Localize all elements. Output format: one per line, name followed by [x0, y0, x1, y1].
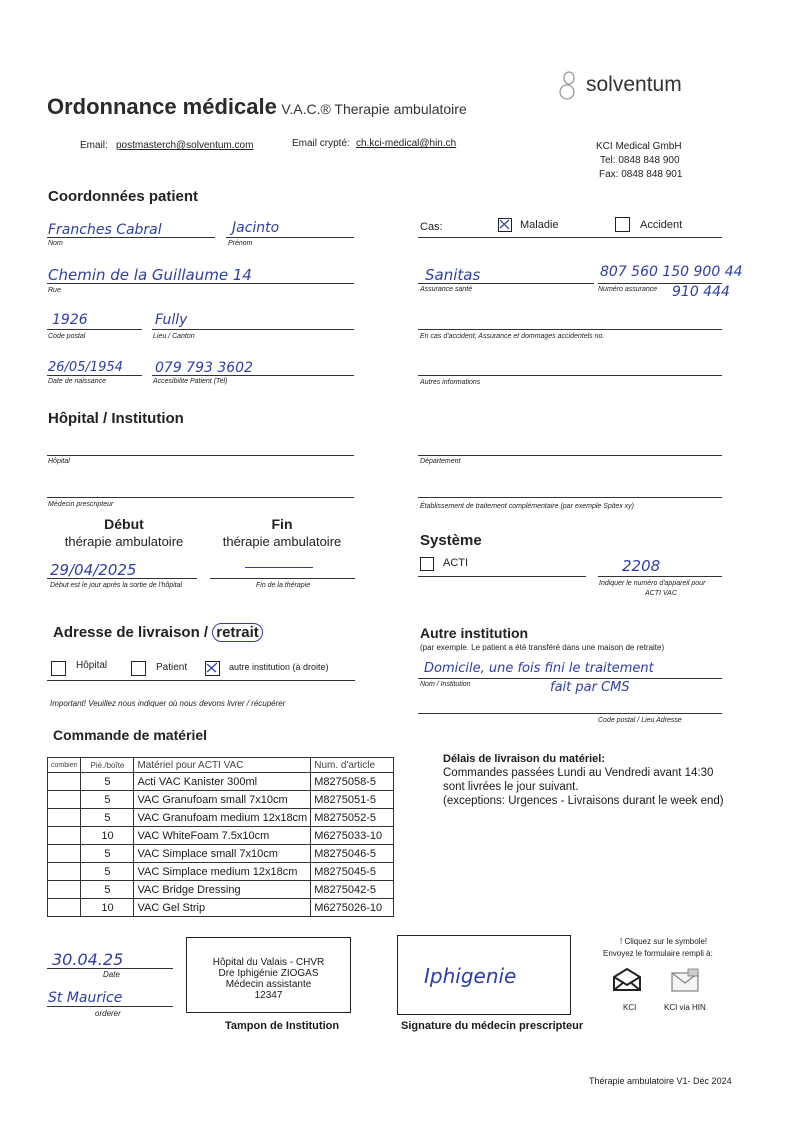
qty-input[interactable] [48, 791, 81, 809]
table-header [48, 758, 394, 773]
livraison-autre-checkbox[interactable] [205, 661, 220, 676]
row-article: M8275045-5 [311, 863, 394, 881]
fin-label: Fin de la thérapie [256, 582, 311, 589]
livraison-title-text: Adresse de livraison / [53, 624, 209, 641]
company-name: KCI Medical GmbH [596, 141, 682, 152]
table-row [48, 899, 394, 917]
accident-checkbox[interactable] [615, 217, 630, 232]
accident-info-label: En cas d'accident; Assurance et dommages accidentels no. [420, 333, 605, 340]
stamp-line-1: Hôpital du Valais - CHVR [212, 957, 325, 968]
col-materiel: Matériel pour ACTI VAC [134, 758, 311, 773]
qty-input[interactable] [48, 845, 81, 863]
departement-label: Département [420, 458, 461, 465]
patient-dob-value[interactable]: 26/05/1954 [48, 360, 123, 375]
row-name: VAC WhiteFoam 7.5x10cm [134, 827, 311, 845]
row-name: Acti VAC Kanister 300ml [134, 773, 311, 791]
version-footer: Thérapie ambulatoire V1- Déc 2024 [589, 1076, 732, 1086]
livraison-patient-checkbox[interactable] [131, 661, 146, 676]
hopital-label: Hôpital [48, 458, 70, 465]
table-row [48, 791, 394, 809]
row-article: M8275052-5 [311, 809, 394, 827]
orderer-label: orderer [95, 1009, 121, 1018]
nom-institution-value-2[interactable]: fait par CMS [550, 680, 630, 695]
row-qty: 5 [81, 809, 134, 827]
page-title [47, 94, 467, 120]
assurance-label: Assurance santé [420, 286, 473, 293]
cas-label: Cas: [420, 221, 443, 233]
row-qty: 10 [81, 899, 134, 917]
important-note: Important! Veuillez nous indiquer où nous devons livrer / récupérer [50, 699, 286, 708]
delais-title: Délais de livraison du matériel: [443, 753, 606, 765]
patient-cp-label: Code postal [48, 333, 86, 340]
livraison-autre-label: autre institution (à droite) [229, 662, 329, 672]
email-crypt-label: Email crypté: [292, 138, 350, 149]
patient-cp-value[interactable]: 1926 [52, 312, 88, 328]
maladie-label: Maladie [520, 219, 559, 231]
hopital-section-title: Hôpital / Institution [48, 410, 184, 427]
row-qty: 5 [81, 773, 134, 791]
table-row [48, 773, 394, 791]
col-combien: combien [48, 758, 81, 773]
date-value[interactable]: 30.04.25 [52, 950, 124, 969]
debut-title-2: thérapie ambulatoire [64, 534, 184, 549]
livraison-hopital-label: Hôpital [76, 660, 108, 671]
row-qty: 5 [81, 845, 134, 863]
row-qty: 5 [81, 881, 134, 899]
materiel-table [47, 757, 394, 917]
medecin-label: Médecin prescripteur [48, 501, 114, 508]
debut-value[interactable]: 29/04/2025 [50, 561, 137, 579]
patient-tel-label: Accesibilite Patient (Tel) [153, 378, 228, 385]
brand-name: solventum [586, 73, 682, 96]
delais-line-2: sont livrées le jour suivant. [443, 781, 579, 793]
row-article: M6275033-10 [311, 827, 394, 845]
table-row [48, 827, 394, 845]
solventum-logo-icon [556, 68, 582, 104]
patient-section-title: Coordonnées patient [48, 188, 199, 205]
cp-adresse-label: Code postal / Lieu Adresse [598, 717, 682, 724]
stamp-label: Tampon de Institution [225, 1020, 340, 1032]
row-qty: 10 [81, 827, 134, 845]
row-article: M8275051-5 [311, 791, 394, 809]
commande-title: Commande de matériel [53, 727, 208, 743]
table-row [48, 863, 394, 881]
qty-input[interactable] [48, 809, 81, 827]
patient-rue-label: Rue [48, 287, 61, 294]
livraison-hopital-checkbox[interactable] [51, 661, 66, 676]
row-name: VAC Simplace medium 12x18cm [134, 863, 311, 881]
row-article: M8275046-5 [311, 845, 394, 863]
signature-box[interactable] [397, 935, 571, 1015]
retrait-circled: retrait [212, 623, 263, 642]
table-row [48, 881, 394, 899]
row-article: M8275058-5 [311, 773, 394, 791]
kci-hin-label: KCI via HIN [664, 1003, 706, 1012]
date-label: Date [103, 970, 120, 979]
autre-institution-title: Autre institution [420, 625, 529, 641]
qty-input[interactable] [48, 827, 81, 845]
patient-tel-value[interactable]: 079 793 3602 [155, 360, 253, 376]
row-article: M8275042-5 [311, 881, 394, 899]
email-link[interactable]: postmasterch@solventum.com [116, 140, 254, 151]
device-number-value[interactable]: 2208 [622, 557, 661, 575]
email-label: Email: [80, 140, 108, 151]
fin-dash [245, 567, 313, 568]
delais-line-1: Commandes passées Lundi au Vendredi avant 14:30 [443, 767, 714, 779]
row-name: VAC Granufoam small 7x10cm [134, 791, 311, 809]
num-assurance-value-2[interactable]: 910 444 [672, 284, 730, 300]
fin-title-2: thérapie ambulatoire [222, 534, 342, 549]
patient-nom-value[interactable]: Franches Cabral [48, 222, 162, 238]
patient-lieu-label: Lieu / Canton [153, 333, 195, 340]
title: Ordonnance médicale [47, 94, 277, 119]
autre-institution-sub: (par exemple. Le patient a été transféré dans une maison de retraite) [420, 643, 665, 652]
device-label-1: Indiquer le numéro d'appareil pour [599, 580, 706, 587]
company-fax: Fax: 0848 848 901 [599, 169, 683, 180]
signature-label: Signature du médecin prescripteur [401, 1020, 584, 1032]
debut-title-1: Début [104, 516, 144, 532]
click-note-2: Envoyez le formulaire rempli à: [603, 949, 713, 958]
institution-stamp-box [186, 937, 351, 1013]
table-row [48, 845, 394, 863]
subtitle: V.A.C.® Therapie ambulatoire [281, 101, 467, 117]
row-article: M6275026-10 [311, 899, 394, 917]
row-name: VAC Bridge Dressing [134, 881, 311, 899]
click-note-1: ! Cliquez sur le symbole! [620, 937, 708, 946]
kci-hin-email-button[interactable] [670, 968, 700, 999]
livraison-title [53, 624, 263, 641]
row-name: VAC Gel Strip [134, 899, 311, 917]
kci-email-button[interactable] [612, 968, 642, 997]
num-assurance-label: Numéro assurance [598, 286, 658, 293]
patient-dob-label: Date de naissance [48, 378, 106, 385]
etablissement-label: Établissement de traitement complémentaire (par exemple Spitex xy) [420, 503, 634, 510]
kci-label: KCI [623, 1003, 637, 1012]
checkmark-icon [499, 219, 510, 230]
envelope-icon [612, 968, 642, 992]
col-article: Num. d'article [311, 758, 394, 773]
signature-value: Iphigenie [424, 964, 517, 988]
acti-label: ACTI [443, 557, 469, 569]
patient-nom-label: Nom [48, 240, 63, 247]
patient-prenom-value[interactable]: Jacinto [232, 220, 280, 236]
row-name: VAC Simplace small 7x10cm [134, 845, 311, 863]
envelope-hin-icon [670, 968, 700, 994]
email-crypt-link[interactable]: ch.kci-medical@hin.ch [356, 138, 457, 149]
nom-institution-value-1[interactable]: Domicile, une fois fini le traitement [424, 661, 654, 676]
qty-input[interactable] [48, 881, 81, 899]
acti-checkbox[interactable] [420, 557, 434, 571]
accident-label: Accident [640, 219, 683, 231]
device-label-2: ACTI VAC [645, 590, 677, 597]
qty-input[interactable] [48, 899, 81, 917]
num-assurance-value[interactable]: 807 560 150 900 44 [600, 264, 743, 280]
qty-input[interactable] [48, 773, 81, 791]
assurance-value[interactable]: Sanitas [425, 266, 481, 284]
row-qty: 5 [81, 863, 134, 881]
autres-info-label: Autres informations [420, 379, 481, 386]
qty-input[interactable] [48, 863, 81, 881]
stamp-line-4: 12347 [254, 990, 283, 1001]
orderer-value[interactable]: St Maurice [48, 990, 123, 1006]
solventum-logo [556, 68, 582, 109]
debut-label: Début est le jour après la sortie de l'hôpital [50, 582, 183, 589]
patient-prenom-label: Prénom [228, 240, 253, 247]
col-pieces: Pié./boîte [81, 758, 134, 773]
livraison-patient-label: Patient [156, 662, 188, 673]
nom-institution-label: Nom / Institution [420, 681, 471, 688]
stamp-line-3: Médecin assistante [225, 979, 312, 990]
delais-line-3: (exceptions: Urgences - Livraisons durant le week end) [443, 795, 724, 807]
systeme-title: Système [420, 532, 482, 549]
company-tel: Tel: 0848 848 900 [600, 155, 680, 166]
row-name: VAC Granufoam medium 12x18cm [134, 809, 311, 827]
fin-title-1: Fin [271, 516, 293, 532]
table-row [48, 809, 394, 827]
checkmark-icon [206, 662, 218, 674]
row-qty: 5 [81, 791, 134, 809]
patient-rue-value[interactable]: Chemin de la Guillaume 14 [48, 266, 252, 284]
maladie-checkbox[interactable] [498, 218, 512, 232]
patient-lieu-value[interactable]: Fully [155, 312, 188, 328]
stamp-line-2: Dre Iphigénie ZIOGAS [218, 968, 319, 979]
